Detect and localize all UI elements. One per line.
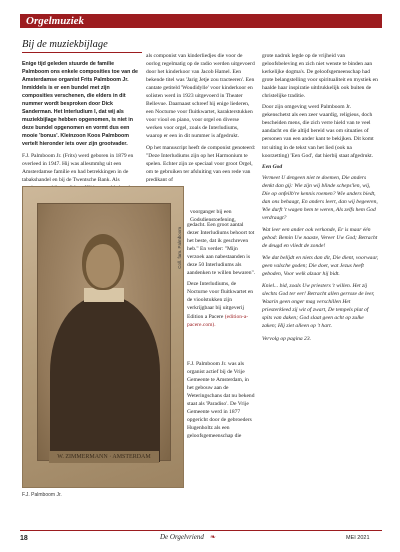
paragraph: Deze Interludiums, de Nocturne voor fluitkwartet en de vioolstukken zijn verkrijgbaar bij uitgeverij Edition a Pacere xyxy=(187,281,254,320)
portrait-collar xyxy=(84,288,124,302)
column-2-continuation: voorganger bij een Godsdienstoefening, xyxy=(190,209,236,224)
poem-stanza: Wie dat belijdt en niets dan dit, Die dient, voorwaar, geen valsche goden; Die doet, wat Jezus heeft geboden, Voor welk alzaar hij bidt. xyxy=(262,255,379,278)
article-lead: Enige tijd geleden stuurde de familie Palmboom ons enkele composities toe van de Amsterdamse organist Frits Palmboom Jr. Inmiddels is er een bundel met zijn composities verschenen, die elders in dit nummer wordt besproken door Dick Sanderman. Het Interludium I, dat wij als muziekbijlage hebben opgenomen, is niet in deze bundel opgenomen en vormt dus een mooie 'bonus'. Kleinzoon Koos Palmboom vertelt hieronder iets over zijn grootvader. xyxy=(22,61,138,148)
magazine-name: De Orgelvriend xyxy=(160,533,204,541)
portrait-body xyxy=(50,296,160,462)
article-title: Bij de muziekbijlage xyxy=(22,39,142,53)
paragraph: grote nadruk legde op de vrijheid van geloofsbeleving en zich niet wenste te binden aan kerkelijke dogma's. De geloofsgemeenschap had grote belangstelling voor spiritualiteit en mystiek en haalde haar inspiratie uitdrukkelijk ook buiten de christelijke traditie. xyxy=(262,53,378,100)
continued-note: Vervolg op pagina 23. xyxy=(262,335,311,342)
column-2-lower xyxy=(187,221,256,332)
photo-caption: F.J. Palmboom Jr. xyxy=(22,492,62,498)
poem-stanza: Vermeet U dengeen niet te doemen, Die anders denkt dan gij: Wie zijn wij blinde scheps'len, wij, Die op onfeilb're kennis roemen? Wie anders biedt, dan ons behaagt, En anders leert, dan wij begeeren, Wie durft 't wagen hem te weren, Als zelfs hem God verdraagt? xyxy=(262,174,378,221)
issue-date: MEI 2021 xyxy=(346,535,370,541)
column-1 xyxy=(22,60,139,203)
section-header: Orgelmuziek xyxy=(20,14,382,28)
paragraph: F.J. Palmboom Jr. (Frits) werd geboren in 1879 en overleed in 1947. Hij was allesmmhg uit een Amsterdamse familie en had betrekkingen in de tabakshandel en bij de Twentsche Bank. Als xyxy=(22,152,134,183)
poem-stanza: Wat leer een ander ook verkonde, Er is maar één gebod: Bemin Uw naaste, Vereer Uw God; Betracht de deugd en vliedt de zonde! xyxy=(262,226,378,250)
ornament-icon: ❧ xyxy=(210,533,216,541)
footer-divider xyxy=(20,530,382,531)
photo-credit: Coll. fam. Palmboom xyxy=(177,227,182,269)
publisher-link[interactable]: (edition-a-pacere.com). xyxy=(187,313,249,328)
paragraph: Op het manuscript heeft de componist genoteerd: "Deze Interludiums zijn op het Harmonium te spelen. Echter zijn ze speciaal voor groot Orgel, om te gebruiken ter afsluiting van een rede van predikant of xyxy=(146,144,256,183)
page-number: 18 xyxy=(20,535,28,542)
portrait-face xyxy=(86,244,120,288)
column-3 xyxy=(262,52,379,346)
poem-stanza: Kniel... bid, zoals Uw priesters 't willen. Het zij slechts God ter eer! Betracht allen gerroze de leer, Waarin geen onger mag verschillen Het priesterkleed zij wit of zwart, De tempels plat of spits van daken; God slaat geen acht op zulke zaken; Hij ziet alleen op 't hart. xyxy=(262,283,375,330)
paragraph: als componist van kinderliedjes die voor de oorlog regelmatig op de radio werden uitgevoerd door het kinderkoor van Jacob Hamel. Een bekende titel was 'Jarig Jetje zou tracteeren'. Een cantate getiteld 'Woudidylle' voor kinderkoor en solisten werd in 1923 uitgevoerd in Theater Bellevue. Daarnaast schreef hij enige liederen, een Nocturne voor fluitkwartet, karakterstukken voor viool en piano, voor orgel en diverse werken voor orgel, zoals de Interludiums, waarop er een in dit nummer is afgedrukt. xyxy=(146,53,255,140)
photo-frame xyxy=(37,203,171,461)
column-2-bottom xyxy=(187,360,256,443)
paragraph: gedacht. Een groot aantal dezer Interludiums behoort tot het beste, dat ik geschreven heb." En verder: "Mijn verzoek aan nabestaanden is deze 50 Interludiums als aandenken te willen bewaren". xyxy=(187,222,256,277)
photographer-stamp: W. ZIMMERMANN · AMSTERDAM xyxy=(49,451,159,463)
paragraph: Door zijn omgeving werd Palmboom Jr. gekenschetst als een zeer waardig, religieus, doch bescheiden mens, die zich verre hield van te veel aandacht en die altijd bereid was om situaties of personen van een ander kant te bekijken. Dit komt tot uiting in de tekst van het lied (ook na koorzetting) 'Een God', dat hierbij staat afgedrukt. xyxy=(262,104,374,159)
poem xyxy=(262,174,379,331)
portrait-photo xyxy=(22,186,184,488)
column-2 xyxy=(146,52,256,187)
poem-title: Een God xyxy=(262,163,283,170)
paragraph: F.J. Palmboom Jr. was als organist actief bij de Vrije Gemeente te Amsterdam, in het gebouw aan de Weteringschans dat nu bekend staat als 'Paradiso'. De Vrije Gemeente werd in 1877 opgericht door de gebroeders Hugenholtz als een geloofsgemeenschap die xyxy=(187,361,255,440)
